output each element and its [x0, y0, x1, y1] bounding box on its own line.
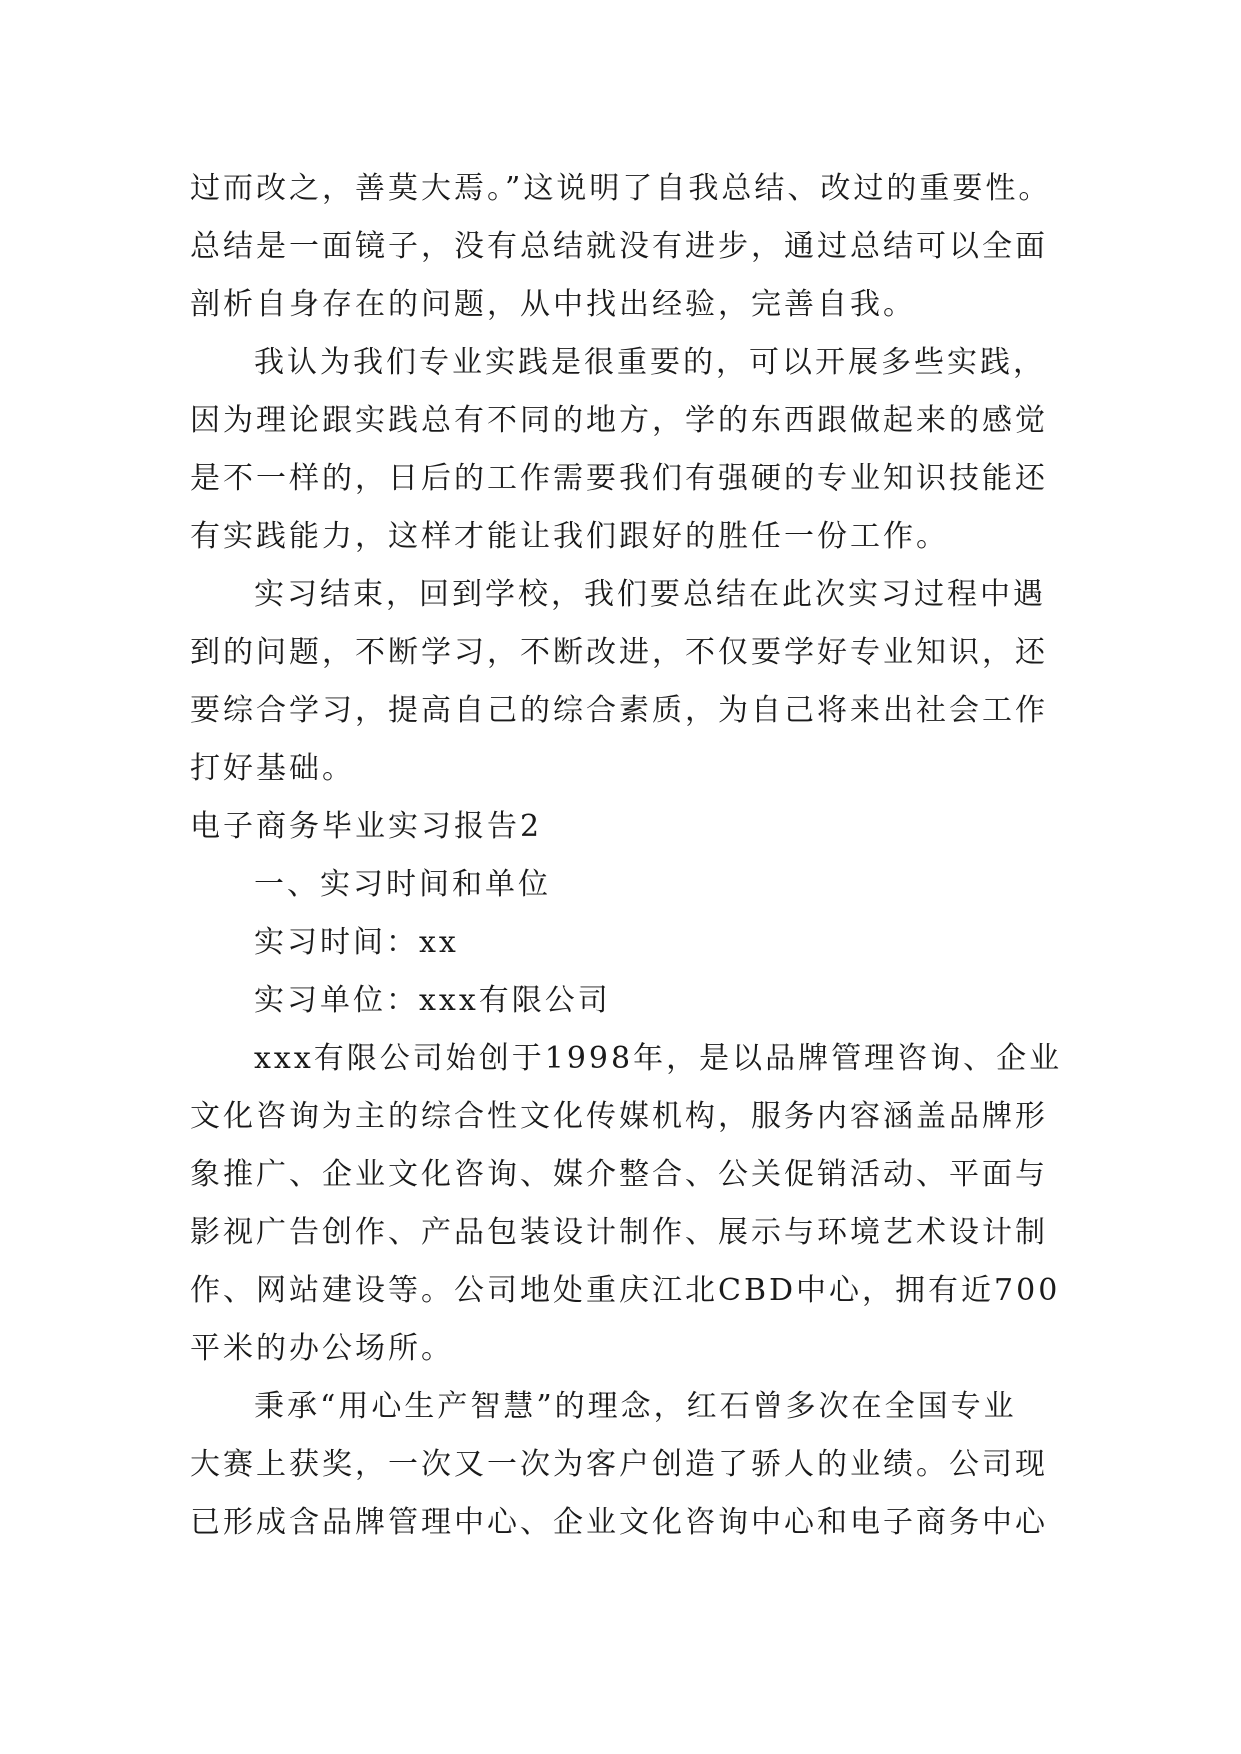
paragraph-first-line: 实习结束，回到学校，我们要总结在此次实习过程中遇	[254, 577, 1046, 612]
paragraph-first-line: xxx有限公司始创于1998年，是以品牌管理咨询、企业	[254, 1041, 1063, 1076]
text-line: 平米的办公场所。	[190, 1331, 454, 1366]
text-line: 已形成含品牌管理中心、企业文化咨询中心和电子商务中心	[190, 1505, 1048, 1540]
paragraph-first-line: 秉承“用心生产智慧”的理念，红石曾多次在全国专业	[254, 1389, 1017, 1424]
text-line: 象推广、企业文化咨询、媒介整合、公关促销活动、平面与	[190, 1157, 1048, 1192]
paragraph-first-line: 我认为我们专业实践是很重要的，可以开展多些实践，	[254, 345, 1046, 380]
subsection-heading: 一、实习时间和单位	[254, 867, 551, 902]
internship-unit: 实习单位：xxx有限公司	[254, 983, 611, 1018]
text-line: 影视广告创作、产品包装设计制作、展示与环境艺术设计制	[190, 1215, 1048, 1250]
document-body	[190, 160, 1070, 1552]
text-line: 要综合学习，提高自己的综合素质，为自己将来出社会工作	[190, 693, 1048, 728]
text-line: 总结是一面镜子，没有总结就没有进步，通过总结可以全面	[190, 229, 1048, 264]
internship-time: 实习时间：xx	[254, 925, 459, 960]
text-line: 有实践能力，这样才能让我们跟好的胜任一份工作。	[190, 519, 949, 554]
text-line: 到的问题，不断学习，不断改进，不仅要学好专业知识，还	[190, 635, 1048, 670]
section-heading: 电子商务毕业实习报告2	[190, 809, 543, 844]
text-line: 作、网站建设等。公司地处重庆江北CBD中心，拥有近700	[190, 1273, 1061, 1308]
text-line: 大赛上获奖，一次又一次为客户创造了骄人的业绩。公司现	[190, 1447, 1048, 1482]
text-line: 打好基础。	[190, 751, 355, 786]
text-line: 是不一样的，日后的工作需要我们有强硬的专业知识技能还	[190, 461, 1048, 496]
text-line: 剖析自身存在的问题，从中找出经验，完善自我。	[190, 287, 916, 322]
text-line: 因为理论跟实践总有不同的地方，学的东西跟做起来的感觉	[190, 403, 1048, 438]
text-line: 文化咨询为主的综合性文化传媒机构，服务内容涵盖品牌形	[190, 1099, 1048, 1134]
text-line: 过而改之，善莫大焉。”这说明了自我总结、改过的重要性。	[190, 171, 1052, 206]
